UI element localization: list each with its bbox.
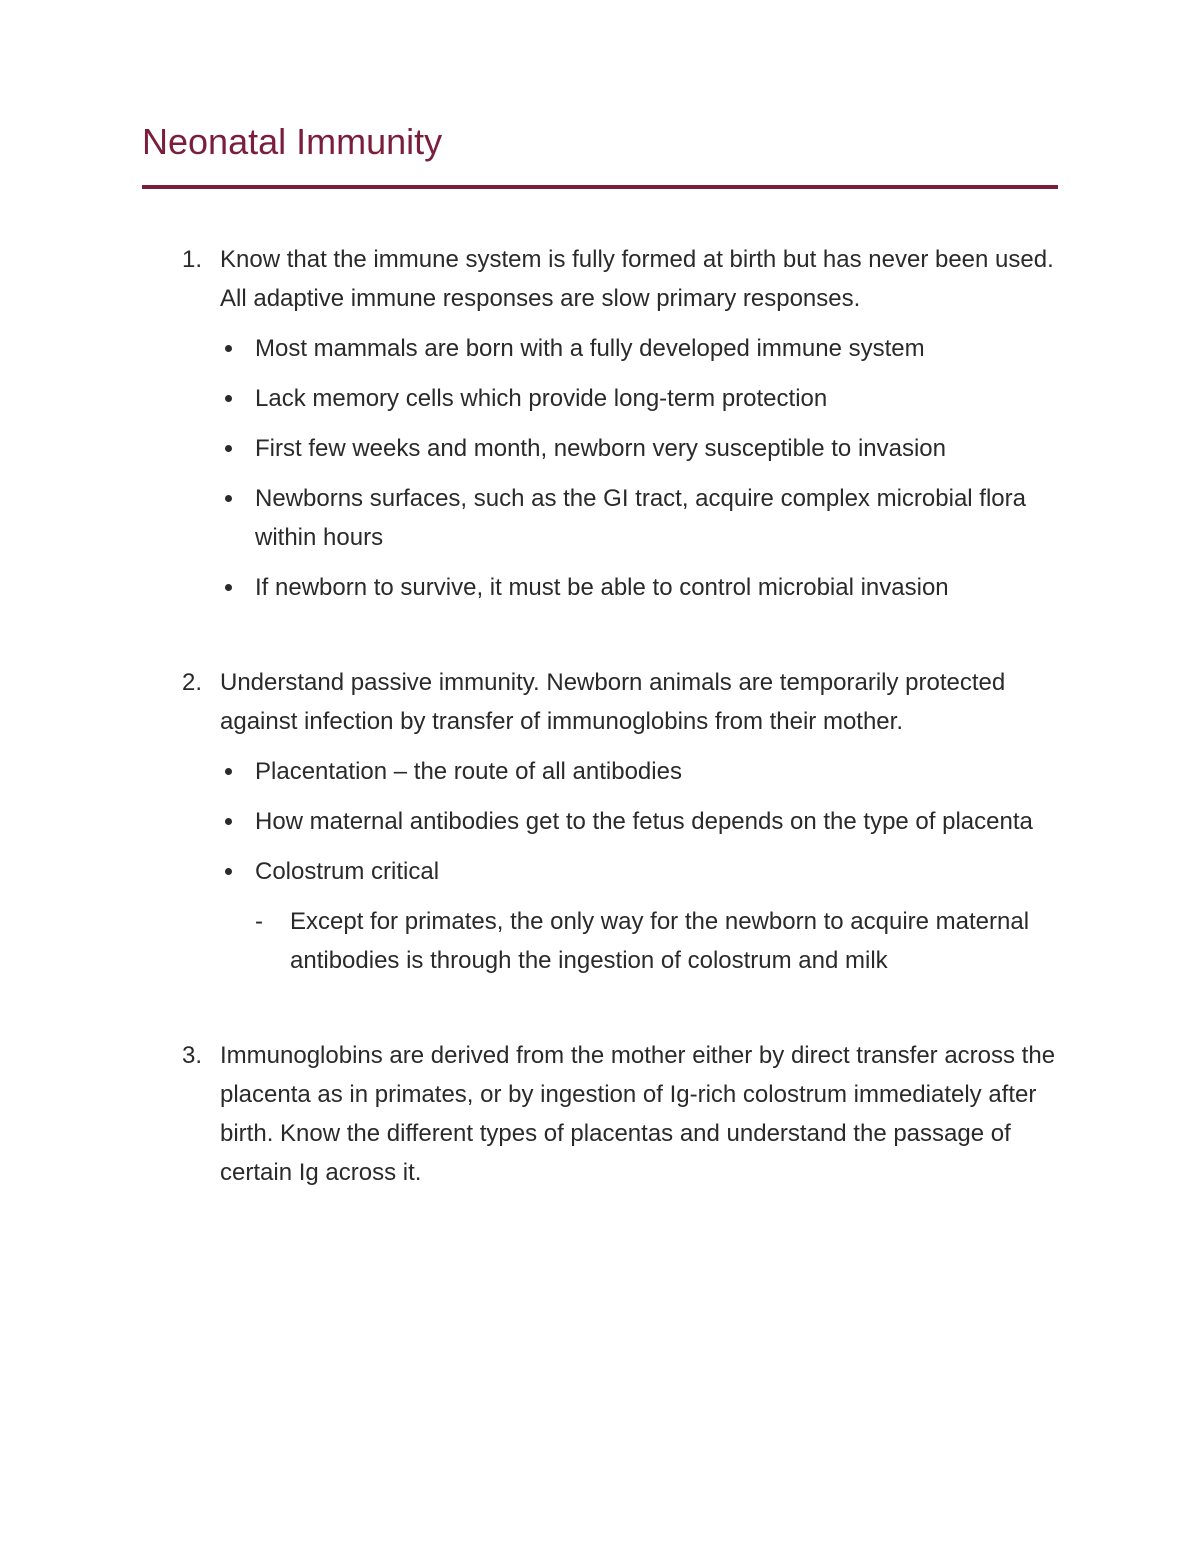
sub-item: [255, 902, 1072, 980]
bullet-text: If newborn to survive, it must be able to control microbial invasion: [255, 574, 949, 601]
sub-list: [255, 902, 1072, 980]
item-number: 1.: [182, 246, 203, 273]
numbered-item-3: [142, 1036, 1072, 1192]
bullet-icon: [225, 395, 232, 402]
bullet-icon: [225, 868, 232, 875]
document-body: [142, 240, 1072, 1192]
bullet-text: Newborns surfaces, such as the GI tract, acquire complex microbial flora within hours: [255, 485, 1026, 551]
bullet-text: Placentation – the route of all antibodies: [255, 758, 682, 785]
bullet-item: [220, 852, 1072, 980]
title-divider: [142, 185, 1058, 189]
item-text: Understand passive immunity. Newborn animals are temporarily protected against infection by transfer of immunoglobins from their mother.: [220, 669, 1006, 735]
bullet-icon: [225, 584, 232, 591]
dash-marker: -: [255, 908, 263, 935]
bullet-text: First few weeks and month, newborn very susceptible to invasion: [255, 435, 946, 462]
numbered-item-2: [142, 663, 1072, 980]
bullet-text: Most mammals are born with a fully developed immune system: [255, 335, 925, 362]
bullet-item: [220, 752, 1072, 791]
bullet-icon: [225, 495, 232, 502]
bullet-item: [220, 802, 1072, 841]
bullet-list: [220, 329, 1072, 607]
bullet-item: [220, 379, 1072, 418]
bullet-item: [220, 429, 1072, 468]
item-text: Know that the immune system is fully formed at birth but has never been used. All adaptive immune responses are slow primary responses.: [220, 246, 1054, 312]
bullet-icon: [225, 445, 232, 452]
bullet-icon: [225, 768, 232, 775]
bullet-item: [220, 568, 1072, 607]
bullet-list: [220, 752, 1072, 980]
item-number: 3.: [182, 1042, 203, 1069]
bullet-item: [220, 479, 1072, 557]
item-text: Immunoglobins are derived from the mother either by direct transfer across the placenta as in primates, or by ingestion of Ig-rich colostrum immediately after birth. Know the different types of placentas and understand the passage of certain Ig across it.: [220, 1042, 1056, 1186]
sub-item-text: Except for primates, the only way for the newborn to acquire maternal antibodies is through the ingestion of colostrum and milk: [290, 908, 1030, 974]
page-title: Neonatal Immunity: [142, 121, 443, 162]
bullet-item: [220, 329, 1072, 368]
bullet-icon: [225, 818, 232, 825]
item-number: 2.: [182, 669, 203, 696]
bullet-icon: [225, 345, 232, 352]
bullet-text: Lack memory cells which provide long-term protection: [255, 385, 828, 412]
numbered-item-1: [142, 240, 1072, 607]
bullet-text: How maternal antibodies get to the fetus depends on the type of placenta: [255, 808, 1033, 835]
bullet-text: Colostrum critical: [255, 858, 440, 885]
